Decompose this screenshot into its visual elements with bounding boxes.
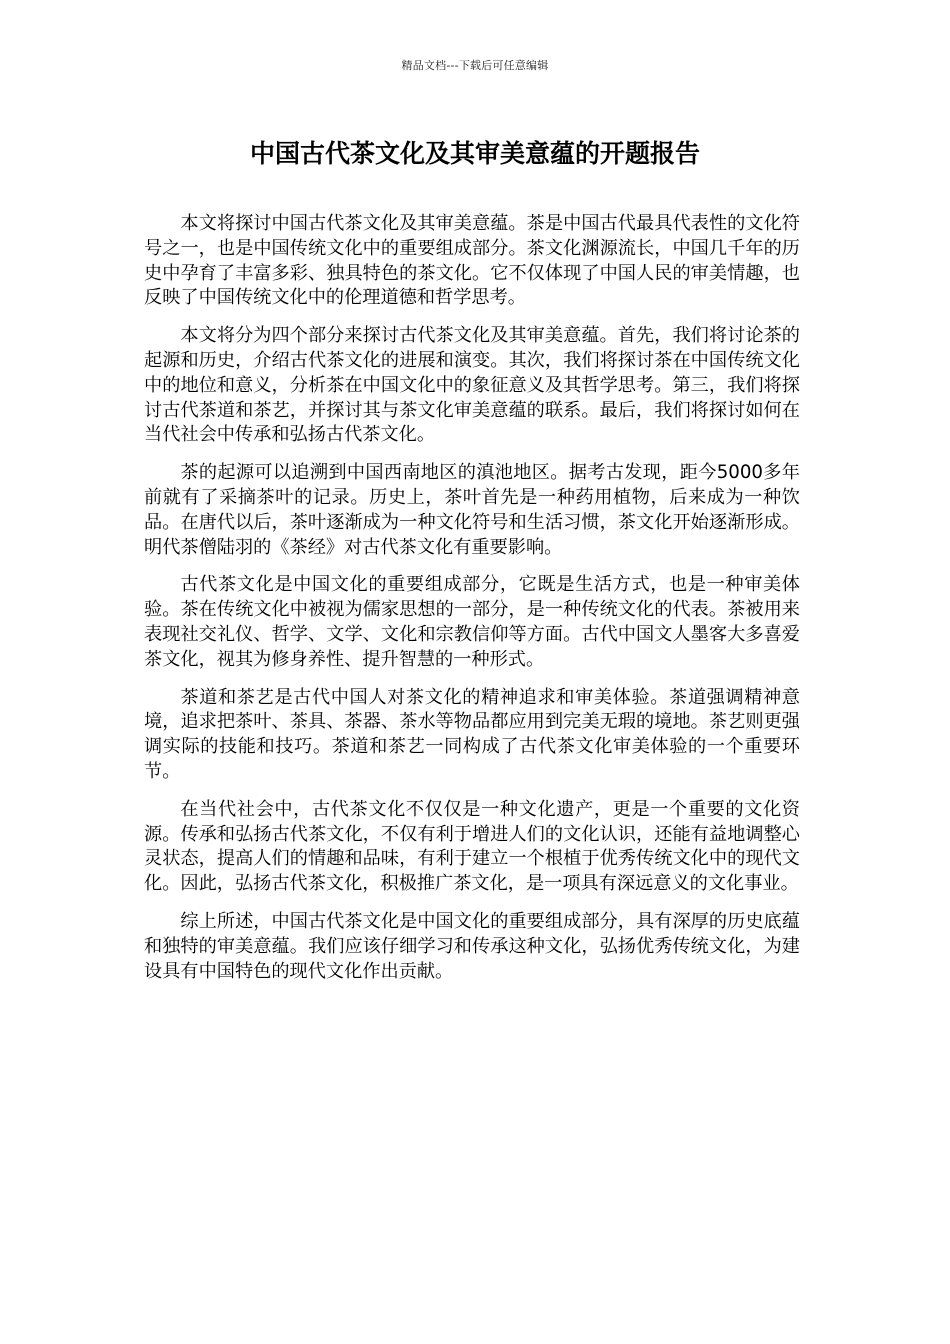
paragraph-origin: 茶的起源可以追溯到中国西南地区的滇池地区。据考古发现，距今5000多年前就有了采摘茶叶的记录。历史上，茶叶首先是一种药用植物，后来成为一种饮品。在唐代以后，茶叶逐渐成为一种文化符号和生活习惯，茶文化开始逐渐形成。明代茶僧陆羽的《茶经》对古代茶文化有重要影响。: [144, 462, 800, 558]
paragraph-conclusion: 综上所述，中国古代茶文化是中国文化的重要组成部分，具有深厚的历史底蕴和独特的审美意蕴。我们应该仔细学习和传承这种文化，弘扬优秀传统文化，为建设具有中国特色的现代文化作出贡献。: [144, 910, 800, 982]
header-note: 精品文档---下载后可任意编辑: [401, 59, 549, 72]
document-body: [144, 212, 800, 997]
paragraph-culture: 古代茶文化是中国文化的重要组成部分，它既是生活方式，也是一种审美体验。茶在传统文化中被视为儒家思想的一部分，是一种传统文化的代表。茶被用来表现社交礼仪、哲学、文学、文化和宗教信仰等方面。古代中国文人墨客大多喜爱茶文化，视其为修身养性、提升智慧的一种形式。: [144, 574, 800, 670]
paragraph-tea-ceremony: 茶道和茶艺是古代中国人对茶文化的精神追求和审美体验。茶道强调精神意境，追求把茶叶、茶具、茶器、茶水等物品都应用到完美无瑕的境地。茶艺则更强调实际的技能和技巧。茶道和茶艺一同构成了古代茶文化审美体验的一个重要环节。: [144, 686, 800, 782]
paragraph-intro: 本文将探讨中国古代茶文化及其审美意蕴。茶是中国古代最具代表性的文化符号之一，也是中国传统文化中的重要组成部分。茶文化渊源流长，中国几千年的历史中孕育了丰富多彩、独具特色的茶文化。它不仅体现了中国人民的审美情趣，也反映了中国传统文化中的伦理道德和哲学思考。: [144, 213, 800, 309]
document-title: 中国古代茶文化及其审美意蕴的开题报告: [249, 139, 700, 168]
paragraph-modern: 在当代社会中，古代茶文化不仅仅是一种文化遗产，更是一个重要的文化资源。传承和弘扬古代茶文化，不仅有利于增进人们的文化认识，还能有益地调整心灵状态，提高人们的情趣和品味，有利于建立一个根植于优秀传统文化中的现代文化。因此，弘扬古代茶文化，积极推广茶文化，是一项具有深远意义的文化事业。: [144, 798, 800, 895]
paragraph-outline: 本文将分为四个部分来探讨古代茶文化及其审美意蕴。首先，我们将讨论茶的起源和历史，介绍古代茶文化的进展和演变。其次，我们将探讨茶在中国传统文化中的地位和意义，分析茶在中国文化中的象征意义及其哲学思考。第三，我们将探讨古代茶道和茶艺，并探讨其与茶文化审美意蕴的联系。最后，我们将探讨如何在当代社会中传承和弘扬古代茶文化。: [144, 325, 800, 446]
